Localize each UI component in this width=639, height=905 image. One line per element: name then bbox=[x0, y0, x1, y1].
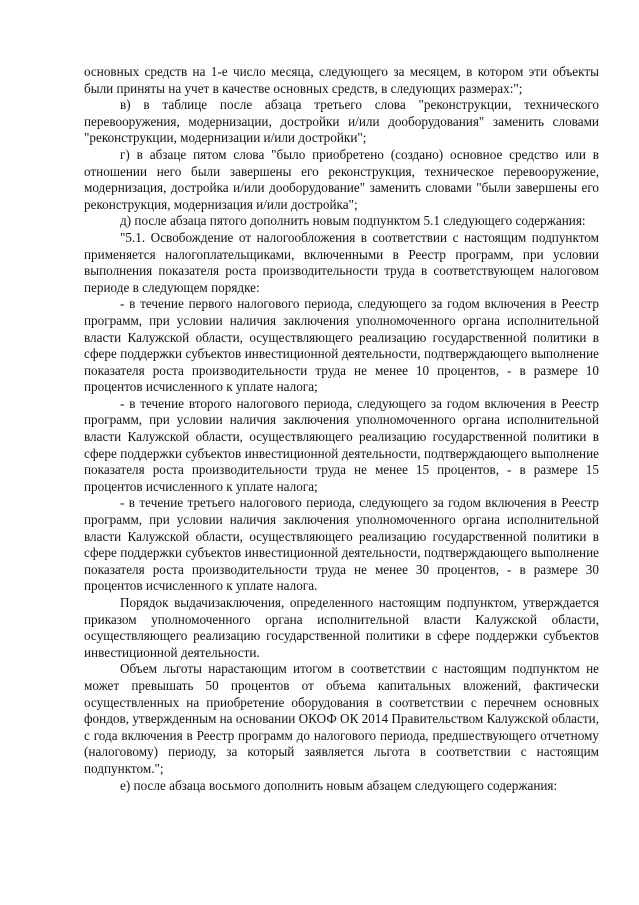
paragraph-conclusion-procedure: Порядок выдачизаключения, определенного настоящим подпунктом, утверждается приказом уполномоченного органа исполнительной власти Калужской области, осуществляющего реализацию государственной политики в сфере поддержки субъектов инвестиционной деятельности. bbox=[84, 595, 599, 660]
paragraph-item-v: в) в таблице после абзаца третьего слова "реконструкции, технического перевооружения, модернизации, достройки и/или дооборудования" заменить словами "реконструкции, модернизации и/или достройки"; bbox=[84, 97, 599, 146]
list-item-second-period: - в течение второго налогового периода, следующего за годом включения в Реестр программ, при условии наличия заключения уполномоченного органа исполнительной власти Калужской области, осуществляющего реализацию государственной политики в сфере поддержки субъектов инвестиционной деятельности, подтверждающего выполнение показателя роста производительности труда не менее 15 процентов, - в размере 15 процентов исчисленного к уплате налога; bbox=[84, 395, 599, 494]
paragraph-subclause-5-1: "5.1. Освобождение от налогообложения в соответствии с настоящим подпунктом применяется налогоплательщиками, включенными в Реестр программ, при условии выполнения показателя роста производительности труда в соответствующем налоговом периоде в следующем порядке: bbox=[84, 229, 599, 295]
paragraph-item-e: е) после абзаца восьмого дополнить новым абзацем следующего содержания: bbox=[120, 777, 558, 793]
list-item-third-period: - в течение третьего налогового периода, следующего за годом включения в Реестр программ, при условии наличия заключения уполномоченного органа исполнительной власти Калужской области, осуществляющего реализацию государственной политики в сфере поддержки субъектов инвестиционной деятельности, подтверждающего выполнение показателя роста производительности труда не менее 30 процентов, - в размере 30 процентов исчисленного к уплате налога. bbox=[84, 495, 599, 594]
document-page bbox=[84, 64, 599, 794]
paragraph-benefit-limit: Объем льготы нарастающим итогом в соответствии с настоящим подпунктом не может превышать 50 процентов от объема капитальных вложений, фактически осуществленных на приобретение оборудования в соответствии с перечнем основных фондов, утвержденным на основании ОКОФ ОК 2014 Правительством Калужской области, с года включения в Реестр программ до налогового периода, предшествующего отчетному (налоговому) периоду, за который заявляется льгота в соответствии с настоящим подпунктом."; bbox=[84, 661, 599, 776]
list-item-first-period: - в течение первого налогового периода, следующего за годом включения в Реестр программ, при условии наличия заключения уполномоченного органа исполнительной власти Калужской области, осуществляющего реализацию государственной политики в сфере поддержки субъектов инвестиционной деятельности, подтверждающего выполнение показателя роста производительности труда не менее 10 процентов, - в размере 10 процентов исчисленного к уплате налога; bbox=[84, 296, 599, 395]
paragraph-item-d: д) после абзаца пятого дополнить новым подпунктом 5.1 следующего содержания: bbox=[120, 213, 586, 229]
paragraph-item-g: г) в абзаце пятом слова "было приобретено (создано) основное средство или в отношении него были завершены его реконструкция, техническое перевооружение, модернизация, достройка и/или дооборудование" заменить словами "были завершены его реконструкция, модернизация и/или достройка"; bbox=[84, 146, 599, 212]
paragraph-fixed-assets-continuation: основных средств на 1-е число месяца, следующего за месяцем, в котором эти объекты были приняты на учет в качестве основных средств, в следующих размерах:"; bbox=[84, 64, 599, 96]
